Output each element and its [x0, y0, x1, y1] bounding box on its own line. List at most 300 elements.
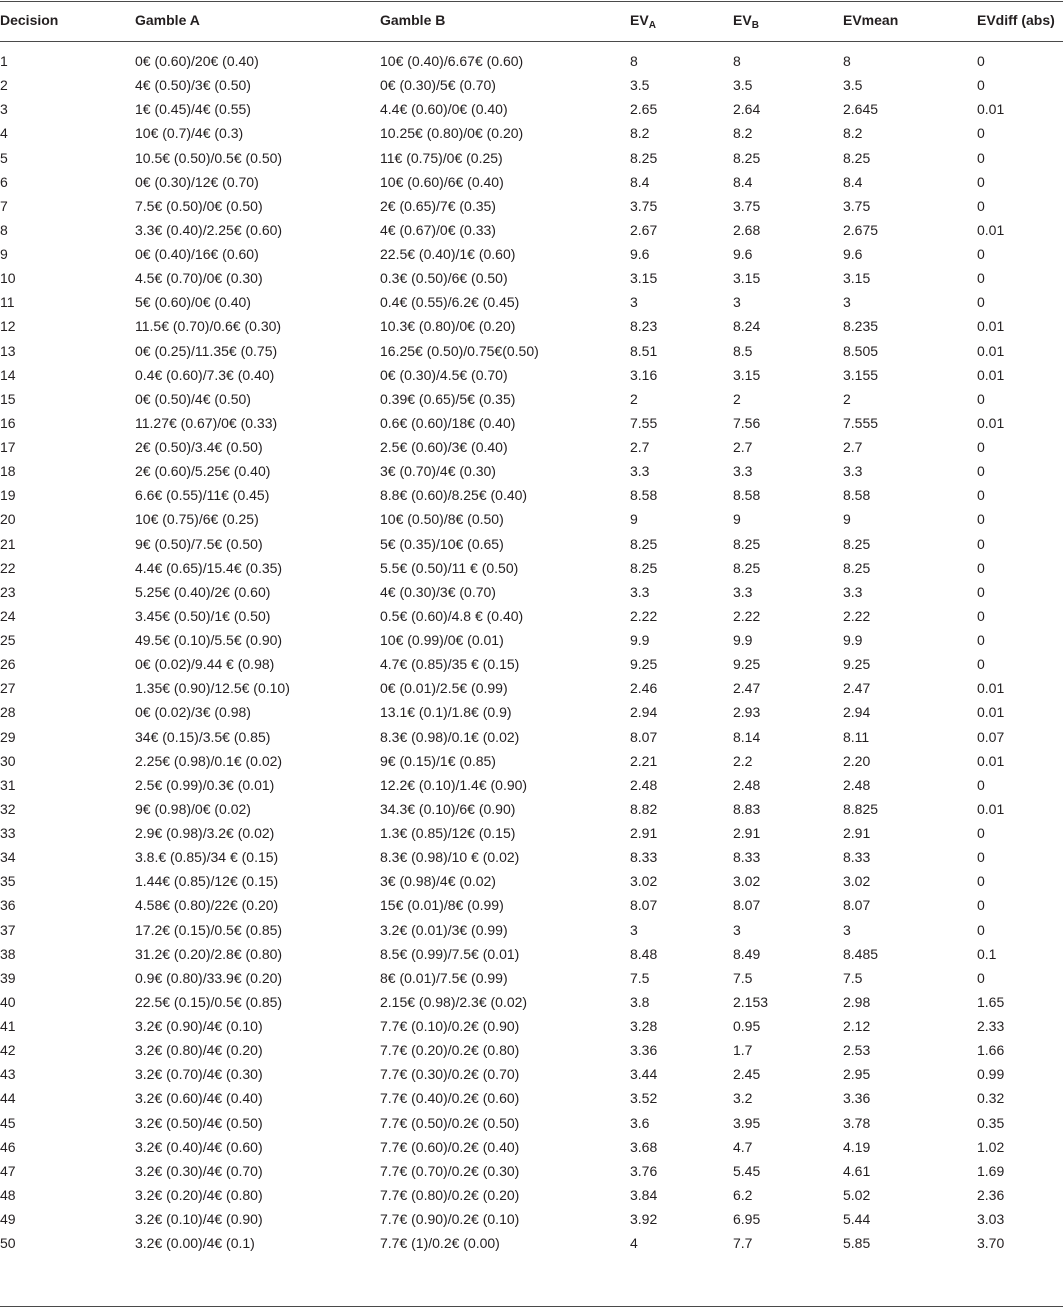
table-row — [0, 990, 1063, 1014]
table-row — [0, 725, 1063, 749]
cell-gamble-b: 0.3€ (0.50)/6€ (0.50) — [380, 270, 508, 287]
cell-decision: 38 — [0, 945, 16, 962]
cell-ev-mean: 3.15 — [843, 270, 871, 287]
cell-ev-b: 8 — [733, 53, 741, 69]
cell-gamble-b: 10€ (0.50)/8€ (0.50) — [380, 511, 504, 528]
cell-gamble-b: 7.7€ (0.60)/0.2€ (0.40) — [380, 1138, 520, 1155]
cell-gamble-b: 3€ (0.70)/4€ (0.30) — [380, 463, 496, 480]
cell-ev-mean: 8.58 — [843, 487, 871, 504]
cell-gamble-a: 7.5€ (0.50)/0€ (0.50) — [135, 197, 263, 214]
cell-ev-mean: 8.25 — [843, 149, 871, 166]
cell-ev-diff: 0.01 — [977, 366, 1005, 383]
table-row — [0, 652, 1063, 676]
cell-ev-a: 8.25 — [630, 149, 658, 166]
table-row — [0, 435, 1063, 459]
cell-ev-a: 8 — [630, 53, 638, 69]
cell-ev-b: 3.15 — [733, 270, 761, 287]
cell-ev-diff: 0.35 — [977, 1114, 1005, 1131]
cell-ev-mean: 7.555 — [843, 414, 879, 431]
cell-gamble-a: 0€ (0.40)/16€ (0.60) — [135, 246, 259, 262]
cell-ev-a: 2.46 — [630, 680, 658, 697]
cell-gamble-a: 3.2€ (0.60)/4€ (0.40) — [135, 1090, 263, 1107]
cell-ev-diff: 0 — [977, 53, 985, 69]
cell-ev-mean: 4.19 — [843, 1138, 871, 1155]
table-row — [0, 339, 1063, 363]
cell-decision: 5 — [0, 149, 8, 166]
cell-ev-b: 2.2 — [733, 752, 753, 769]
cell-ev-mean: 8.25 — [843, 559, 871, 576]
cell-ev-mean: 5.85 — [843, 1235, 871, 1252]
cell-gamble-a: 5€ (0.60)/0€ (0.40) — [135, 294, 251, 311]
header-ev-b-main: EV — [733, 12, 752, 28]
cell-decision: 31 — [0, 776, 16, 793]
cell-ev-b: 3.2 — [733, 1090, 753, 1107]
cell-gamble-a: 17.2€ (0.15)/0.5€ (0.85) — [135, 921, 283, 938]
cell-ev-diff: 0 — [977, 270, 985, 287]
cell-decision: 36 — [0, 897, 16, 914]
cell-ev-b: 9 — [733, 511, 741, 528]
cell-ev-diff: 0 — [977, 125, 985, 142]
cell-gamble-b: 8.5€ (0.99)/7.5€ (0.01) — [380, 945, 520, 962]
cell-gamble-b: 10.3€ (0.80)/0€ (0.20) — [380, 318, 516, 335]
cell-ev-a: 9 — [630, 511, 638, 528]
cell-ev-mean: 8.11 — [843, 728, 870, 745]
cell-gamble-b: 4.7€ (0.85)/35 € (0.15) — [380, 656, 520, 673]
cell-ev-a: 8.4 — [630, 173, 650, 190]
cell-ev-mean: 2.22 — [843, 607, 871, 624]
cell-gamble-b: 2.15€ (0.98)/2.3€ (0.02) — [380, 993, 528, 1010]
table-row — [0, 363, 1063, 387]
cell-gamble-b: 0€ (0.30)/5€ (0.70) — [380, 77, 496, 94]
cell-ev-b: 6.2 — [733, 1186, 753, 1203]
cell-ev-b: 3.5 — [733, 77, 753, 94]
cell-ev-b: 8.83 — [733, 800, 761, 817]
cell-gamble-a: 9€ (0.50)/7.5€ (0.50) — [135, 535, 263, 552]
cell-gamble-a: 1.35€ (0.90)/12.5€ (0.10) — [135, 680, 290, 697]
table-top-rule — [0, 1, 1063, 2]
cell-decision: 37 — [0, 921, 16, 938]
cell-decision: 4 — [0, 125, 8, 142]
cell-ev-diff: 0 — [977, 511, 985, 528]
cell-ev-diff: 0 — [977, 294, 985, 311]
cell-ev-mean: 4.61 — [843, 1162, 871, 1179]
cell-ev-diff: 0.01 — [977, 318, 1005, 335]
cell-ev-a: 7.5 — [630, 969, 650, 986]
cell-ev-b: 2.47 — [733, 680, 761, 697]
cell-ev-b: 1.7 — [733, 1042, 753, 1059]
cell-ev-b: 2.48 — [733, 776, 761, 793]
table-row — [0, 1062, 1063, 1086]
cell-ev-a: 2.65 — [630, 101, 658, 118]
cell-decision: 49 — [0, 1211, 16, 1227]
cell-ev-a: 8.33 — [630, 849, 658, 866]
header-ev-b-subscript: B — [751, 20, 759, 31]
cell-decision: 13 — [0, 342, 16, 359]
cell-decision: 32 — [0, 800, 16, 817]
table-row — [0, 194, 1063, 218]
cell-ev-diff: 0.01 — [977, 800, 1005, 817]
cell-gamble-a: 4€ (0.50)/3€ (0.50) — [135, 77, 251, 94]
cell-ev-diff: 0 — [977, 197, 985, 214]
cell-gamble-b: 7.7€ (0.30)/0.2€ (0.70) — [380, 1066, 520, 1083]
cell-ev-diff: 0 — [977, 776, 985, 793]
cell-gamble-a: 22.5€ (0.15)/0.5€ (0.85) — [135, 993, 283, 1010]
cell-decision: 48 — [0, 1186, 16, 1203]
table-row — [0, 242, 1063, 266]
cell-gamble-a: 4.4€ (0.65)/15.4€ (0.35) — [135, 559, 283, 576]
cell-decision: 46 — [0, 1138, 16, 1155]
cell-ev-diff: 0 — [977, 969, 985, 986]
cell-ev-b: 3.75 — [733, 197, 761, 214]
cell-gamble-a: 31.2€ (0.20)/2.8€ (0.80) — [135, 945, 283, 962]
cell-ev-a: 2.67 — [630, 221, 658, 238]
table-row — [0, 1086, 1063, 1110]
cell-ev-a: 8.07 — [630, 897, 658, 914]
cell-ev-mean: 9 — [843, 511, 851, 528]
cell-ev-diff: 3.70 — [977, 1235, 1005, 1252]
cell-ev-mean: 8.2 — [843, 125, 863, 142]
cell-ev-diff: 0 — [977, 487, 985, 504]
cell-decision: 41 — [0, 1018, 16, 1034]
table-row — [0, 1183, 1063, 1207]
cell-decision: 50 — [0, 1235, 16, 1252]
cell-ev-mean: 5.02 — [843, 1186, 871, 1203]
cell-gamble-a: 3.2€ (0.30)/4€ (0.70) — [135, 1162, 263, 1179]
cell-ev-a: 8.58 — [630, 487, 658, 504]
cell-ev-b: 8.33 — [733, 849, 761, 866]
cell-ev-mean: 2.95 — [843, 1066, 871, 1083]
cell-decision: 26 — [0, 656, 16, 673]
table-row — [0, 1207, 1063, 1231]
cell-ev-diff: 0.01 — [977, 342, 1005, 359]
cell-gamble-a: 2€ (0.60)/5.25€ (0.40) — [135, 463, 271, 480]
cell-decision: 30 — [0, 752, 16, 769]
cell-gamble-b: 0.5€ (0.60)/4.8 € (0.40) — [380, 607, 524, 624]
cell-gamble-b: 7.7€ (1)/0.2€ (0.00) — [380, 1235, 500, 1252]
cell-ev-b: 2.93 — [733, 704, 761, 721]
cell-ev-b: 2.91 — [733, 825, 761, 841]
table-row — [0, 459, 1063, 483]
cell-gamble-b: 0€ (0.01)/2.5€ (0.99) — [380, 680, 508, 697]
cell-ev-mean: 8.485 — [843, 945, 879, 962]
cell-ev-diff: 0 — [977, 535, 985, 552]
cell-gamble-b: 0.39€ (0.65)/5€ (0.35) — [380, 390, 516, 407]
cell-gamble-b: 22.5€ (0.40)/1€ (0.60) — [380, 246, 516, 262]
cell-decision: 16 — [0, 414, 16, 431]
cell-ev-a: 3.84 — [630, 1186, 658, 1203]
header-rule — [0, 41, 1063, 42]
cell-gamble-a: 34€ (0.15)/3.5€ (0.85) — [135, 728, 271, 745]
table-row — [0, 700, 1063, 724]
cell-ev-mean: 9.9 — [843, 632, 863, 648]
cell-ev-a: 3.76 — [630, 1162, 658, 1179]
cell-ev-diff: 1.69 — [977, 1162, 1005, 1179]
table-row — [0, 73, 1063, 97]
table-row — [0, 290, 1063, 314]
cell-gamble-b: 10€ (0.60)/6€ (0.40) — [380, 173, 504, 190]
cell-decision: 1 — [0, 53, 8, 69]
cell-decision: 39 — [0, 969, 16, 986]
cell-ev-diff: 0.01 — [977, 221, 1005, 238]
header-gamble-b: Gamble B — [380, 12, 446, 28]
cell-ev-diff: 0 — [977, 559, 985, 576]
table-row — [0, 628, 1063, 652]
table-row — [0, 387, 1063, 411]
cell-decision: 21 — [0, 535, 16, 552]
cell-ev-mean: 8.33 — [843, 849, 871, 866]
cell-gamble-a: 1€ (0.45)/4€ (0.55) — [135, 101, 251, 118]
cell-ev-diff: 0 — [977, 607, 985, 624]
cell-ev-b: 2.7 — [733, 439, 753, 455]
cell-ev-mean: 3 — [843, 294, 851, 311]
cell-ev-mean: 7.5 — [843, 969, 863, 986]
table-row — [0, 218, 1063, 242]
cell-ev-mean: 3.3 — [843, 583, 863, 600]
cell-ev-b: 7.5 — [733, 969, 753, 986]
cell-ev-mean: 8.825 — [843, 800, 879, 817]
table-row — [0, 49, 1063, 73]
table-row — [0, 1014, 1063, 1038]
cell-gamble-a: 3.2€ (0.20)/4€ (0.80) — [135, 1186, 263, 1203]
cell-ev-b: 8.24 — [733, 318, 761, 335]
cell-ev-mean: 8 — [843, 53, 851, 69]
cell-gamble-a: 11.27€ (0.67)/0€ (0.33) — [135, 414, 278, 431]
cell-gamble-b: 7.7€ (0.20)/0.2€ (0.80) — [380, 1042, 520, 1059]
cell-ev-mean: 3 — [843, 921, 851, 938]
table-row — [0, 1231, 1063, 1255]
cell-gamble-b: 0€ (0.30)/4.5€ (0.70) — [380, 366, 508, 383]
cell-ev-mean: 2.20 — [843, 752, 871, 769]
cell-gamble-b: 7.7€ (0.50)/0.2€ (0.50) — [380, 1114, 520, 1131]
cell-ev-b: 7.56 — [733, 414, 761, 431]
cell-decision: 19 — [0, 487, 16, 504]
cell-gamble-a: 49.5€ (0.10)/5.5€ (0.90) — [135, 632, 283, 648]
cell-decision: 18 — [0, 463, 16, 480]
cell-decision: 17 — [0, 439, 16, 455]
cell-decision: 23 — [0, 583, 16, 600]
cell-ev-a: 3.36 — [630, 1042, 658, 1059]
cell-gamble-b: 2€ (0.65)/7€ (0.35) — [380, 197, 496, 214]
table-row — [0, 821, 1063, 845]
cell-ev-b: 8.58 — [733, 487, 761, 504]
cell-ev-mean: 2.53 — [843, 1042, 871, 1059]
cell-decision: 6 — [0, 173, 8, 190]
cell-ev-b: 2.45 — [733, 1066, 761, 1083]
cell-ev-mean: 2.94 — [843, 704, 871, 721]
cell-gamble-b: 34.3€ (0.10)/6€ (0.90) — [380, 800, 516, 817]
cell-gamble-b: 15€ (0.01)/8€ (0.99) — [380, 897, 504, 914]
cell-gamble-a: 0.9€ (0.80)/33.9€ (0.20) — [135, 969, 283, 986]
cell-ev-mean: 9.25 — [843, 656, 871, 673]
cell-ev-mean: 8.235 — [843, 318, 879, 335]
cell-ev-diff: 0 — [977, 849, 985, 866]
table-row — [0, 1038, 1063, 1062]
table-row — [0, 1159, 1063, 1183]
cell-ev-mean: 9.6 — [843, 246, 863, 262]
cell-gamble-a: 0€ (0.30)/12€ (0.70) — [135, 173, 259, 190]
cell-gamble-a: 10€ (0.7)/4€ (0.3) — [135, 125, 244, 142]
cell-ev-a: 8.48 — [630, 945, 658, 962]
cell-ev-b: 6.95 — [733, 1211, 761, 1227]
cell-gamble-b: 11€ (0.75)/0€ (0.25) — [380, 149, 503, 166]
cell-ev-diff: 0 — [977, 632, 985, 648]
cell-gamble-a: 11.5€ (0.70)/0.6€ (0.30) — [135, 318, 282, 335]
cell-decision: 24 — [0, 607, 16, 624]
cell-ev-mean: 2.12 — [843, 1018, 871, 1034]
cell-gamble-a: 10.5€ (0.50)/0.5€ (0.50) — [135, 149, 283, 166]
cell-gamble-b: 8.3€ (0.98)/10 € (0.02) — [380, 849, 520, 866]
cell-gamble-b: 7.7€ (0.90)/0.2€ (0.10) — [380, 1211, 520, 1227]
cell-decision: 45 — [0, 1114, 16, 1131]
cell-gamble-a: 3.2€ (0.80)/4€ (0.20) — [135, 1042, 263, 1059]
cell-gamble-a: 0€ (0.25)/11.35€ (0.75) — [135, 342, 278, 359]
table-row — [0, 146, 1063, 170]
cell-ev-b: 8.49 — [733, 945, 761, 962]
cell-gamble-a: 2.25€ (0.98)/0.1€ (0.02) — [135, 752, 283, 769]
cell-ev-a: 2.94 — [630, 704, 658, 721]
cell-ev-mean: 2 — [843, 390, 851, 407]
cell-ev-a: 2.7 — [630, 439, 650, 455]
cell-ev-mean: 8.4 — [843, 173, 863, 190]
cell-decision: 33 — [0, 825, 16, 841]
cell-ev-b: 8.4 — [733, 173, 753, 190]
cell-ev-mean: 2.48 — [843, 776, 871, 793]
cell-decision: 12 — [0, 318, 16, 335]
cell-ev-a: 8.25 — [630, 559, 658, 576]
cell-gamble-a: 1.44€ (0.85)/12€ (0.15) — [135, 873, 279, 890]
table-row — [0, 676, 1063, 700]
cell-ev-b: 8.25 — [733, 559, 761, 576]
table-row — [0, 266, 1063, 290]
table-row — [0, 869, 1063, 893]
cell-ev-a: 3.28 — [630, 1018, 658, 1034]
cell-gamble-a: 0.4€ (0.60)/7.3€ (0.40) — [135, 366, 275, 383]
cell-gamble-b: 2.5€ (0.60)/3€ (0.40) — [380, 439, 508, 455]
table-row — [0, 604, 1063, 628]
cell-gamble-b: 4€ (0.67)/0€ (0.33) — [380, 221, 496, 238]
table-row — [0, 121, 1063, 145]
table-row — [0, 97, 1063, 121]
cell-ev-b: 9.6 — [733, 246, 753, 262]
cell-gamble-b: 4.4€ (0.60)/0€ (0.40) — [380, 101, 508, 118]
cell-decision: 10 — [0, 270, 16, 287]
cell-ev-mean: 5.44 — [843, 1211, 871, 1227]
cell-ev-b: 8.14 — [733, 728, 761, 745]
cell-ev-a: 2.22 — [630, 607, 658, 624]
header-ev-b — [733, 12, 759, 31]
cell-ev-b: 9.9 — [733, 632, 753, 648]
cell-ev-mean: 2.675 — [843, 221, 879, 238]
cell-gamble-b: 8.8€ (0.60)/8.25€ (0.40) — [380, 487, 528, 504]
cell-decision: 15 — [0, 390, 16, 407]
cell-gamble-a: 3.2€ (0.90)/4€ (0.10) — [135, 1018, 263, 1034]
cell-ev-mean: 2.7 — [843, 439, 863, 455]
cell-ev-a: 3.92 — [630, 1211, 658, 1227]
cell-gamble-b: 3€ (0.98)/4€ (0.02) — [380, 873, 496, 890]
cell-ev-a: 8.2 — [630, 125, 650, 142]
cell-ev-diff: 0 — [977, 439, 985, 455]
cell-gamble-a: 6.6€ (0.55)/11€ (0.45) — [135, 487, 270, 504]
cell-gamble-b: 7.7€ (0.40)/0.2€ (0.60) — [380, 1090, 520, 1107]
cell-ev-b: 7.7 — [733, 1235, 753, 1252]
table-row — [0, 773, 1063, 797]
cell-ev-a: 3.16 — [630, 366, 658, 383]
cell-ev-mean: 2.645 — [843, 101, 879, 118]
table-row — [0, 411, 1063, 435]
cell-ev-mean: 3.02 — [843, 873, 871, 890]
cell-decision: 28 — [0, 704, 16, 721]
cell-ev-diff: 0.01 — [977, 680, 1005, 697]
cell-ev-diff: 0 — [977, 921, 985, 938]
cell-gamble-b: 7.7€ (0.70)/0.2€ (0.30) — [380, 1162, 520, 1179]
cell-ev-a: 3.52 — [630, 1090, 658, 1107]
cell-ev-a: 3.15 — [630, 270, 658, 287]
cell-gamble-a: 0€ (0.02)/3€ (0.98) — [135, 704, 251, 721]
cell-ev-b: 2 — [733, 390, 741, 407]
cell-gamble-b: 4€ (0.30)/3€ (0.70) — [380, 583, 496, 600]
cell-ev-diff: 0 — [977, 656, 985, 673]
cell-decision: 43 — [0, 1066, 16, 1083]
cell-gamble-a: 0€ (0.50)/4€ (0.50) — [135, 390, 251, 407]
cell-ev-diff: 0 — [977, 246, 985, 262]
cell-ev-b: 8.5 — [733, 342, 753, 359]
cell-decision: 29 — [0, 728, 16, 745]
cell-ev-b: 2.68 — [733, 221, 761, 238]
cell-ev-b: 2.64 — [733, 101, 761, 118]
cell-ev-a: 3 — [630, 294, 638, 311]
cell-ev-a: 8.82 — [630, 800, 658, 817]
cell-ev-b: 4.7 — [733, 1138, 753, 1155]
cell-ev-a: 3.44 — [630, 1066, 658, 1083]
cell-ev-mean: 8.07 — [843, 897, 871, 914]
cell-ev-diff: 1.66 — [977, 1042, 1005, 1059]
cell-ev-diff: 0 — [977, 583, 985, 600]
cell-ev-diff: 2.33 — [977, 1018, 1005, 1034]
cell-gamble-b: 0.6€ (0.60)/18€ (0.40) — [380, 414, 516, 431]
cell-ev-mean: 2.91 — [843, 825, 871, 841]
cell-ev-b: 3 — [733, 921, 741, 938]
cell-ev-diff: 0.1 — [977, 945, 997, 962]
table-row — [0, 1135, 1063, 1159]
cell-ev-diff: 2.36 — [977, 1186, 1005, 1203]
cell-ev-diff: 0.99 — [977, 1066, 1005, 1083]
cell-ev-b: 3.3 — [733, 583, 753, 600]
cell-ev-a: 8.07 — [630, 728, 658, 745]
cell-gamble-b: 1.3€ (0.85)/12€ (0.15) — [380, 825, 516, 841]
cell-decision: 22 — [0, 559, 16, 576]
table-row — [0, 532, 1063, 556]
cell-ev-a: 9.9 — [630, 632, 650, 648]
cell-gamble-b: 10.25€ (0.80)/0€ (0.20) — [380, 125, 524, 142]
cell-ev-mean: 2.98 — [843, 993, 871, 1010]
cell-gamble-b: 7.7€ (0.80)/0.2€ (0.20) — [380, 1186, 520, 1203]
cell-ev-diff: 0 — [977, 873, 985, 890]
cell-gamble-a: 4.58€ (0.80)/22€ (0.20) — [135, 897, 279, 914]
cell-ev-a: 8.23 — [630, 318, 658, 335]
cell-gamble-b: 8€ (0.01)/7.5€ (0.99) — [380, 969, 508, 986]
cell-ev-b: 3.3 — [733, 463, 753, 480]
header-ev-a-main: EV — [630, 12, 649, 28]
table-body — [0, 49, 1063, 1255]
cell-gamble-b: 12.2€ (0.10)/1.4€ (0.90) — [380, 776, 528, 793]
cell-gamble-b: 10€ (0.40)/6.67€ (0.60) — [380, 53, 524, 69]
cell-ev-a: 3.8 — [630, 993, 650, 1010]
cell-ev-diff: 0 — [977, 897, 985, 914]
cell-ev-mean: 3.36 — [843, 1090, 871, 1107]
table-row — [0, 580, 1063, 604]
cell-ev-a: 9.6 — [630, 246, 650, 262]
cell-ev-diff: 0 — [977, 825, 985, 841]
